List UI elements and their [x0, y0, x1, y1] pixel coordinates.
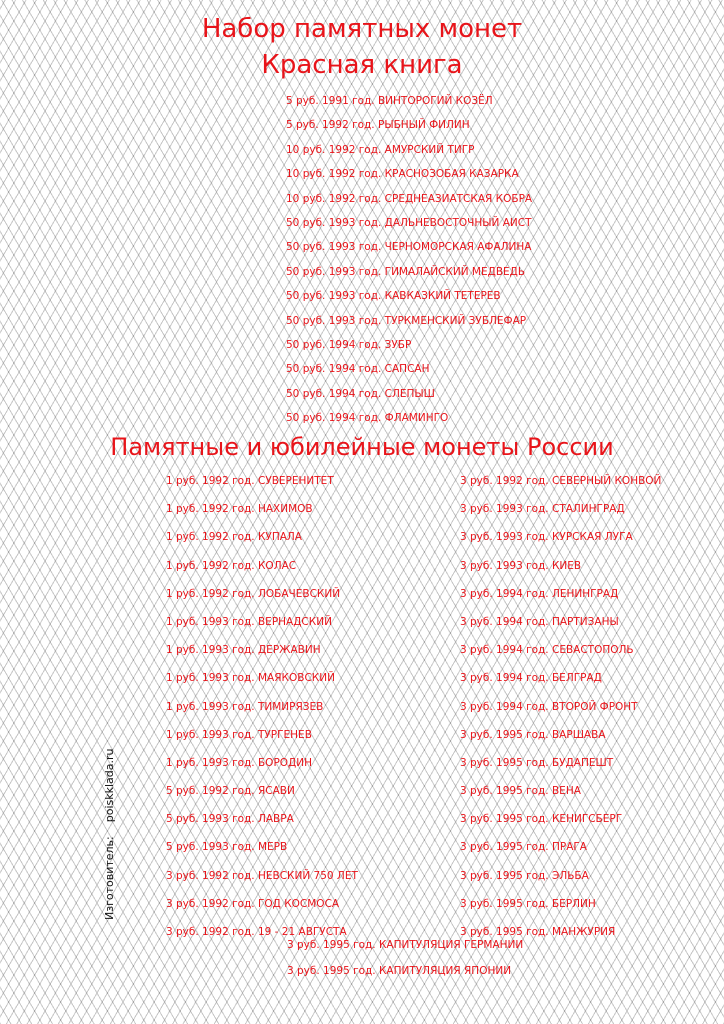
coin-list-item: 1 руб. 1992 год. ЛОБАЧЕВСКИЙ: [166, 587, 341, 600]
coin-list-item: 1 руб. 1993 год. ВЕРНАДСКИЙ: [166, 615, 332, 628]
coin-list-item: 3 руб. 1994 год. ВТОРОЙ ФРОНТ: [460, 700, 638, 713]
coin-list-item: 1 руб. 1993 год. МАЯКОВСКИЙ: [166, 672, 335, 685]
section-title: Памятные и юбилейные монеты России: [110, 433, 614, 461]
coin-list-item: 3 руб. 1992 год. 19 - 21 АВГУСТА: [166, 926, 347, 938]
russia-coins-right-column: [460, 474, 661, 953]
russia-coins-left-column: [166, 474, 358, 953]
coin-list-item: 1 руб. 1993 год. ТУРГЕНЕВ: [166, 728, 312, 741]
coin-list-item: 3 руб. 1995 год. КЕНИГСБЕРГ: [460, 813, 623, 826]
coin-list-item: 50 руб. 1994 год. СЛЕПЫШ: [286, 387, 435, 400]
page-title: Набор памятных монет: [201, 14, 523, 44]
coin-list-item: 1 руб. 1993 год. ДЕРЖАВИН: [166, 644, 321, 657]
coin-list-item: 3 руб. 1992 год. ГОД КОСМОСА: [166, 897, 340, 910]
coin-list-item: 50 руб. 1993 год. ГИМАЛАЙСКИЙ МЕДВЕДЬ: [286, 265, 526, 278]
coin-list-item: 3 руб. 1995 год. БУДАПЕШТ: [460, 756, 614, 769]
coin-list-item: 10 руб. 1992 год. КРАСНОЗОБАЯ КАЗАРКА: [286, 168, 519, 181]
coin-list-item: 5 руб. 1992 год. ЯСАВИ: [166, 785, 295, 798]
coin-list-item: 5 руб. 1993 год. ЛАВРА: [166, 813, 294, 826]
coin-list-item: 50 руб. 1994 год. ФЛАМИНГО: [286, 412, 449, 425]
coin-list-item: 3 руб. 1995 год. МАНЖУРИЯ: [460, 926, 616, 938]
coin-list-item: 1 руб. 1992 год. НАХИМОВ: [166, 503, 313, 516]
coin-list-item: 1 руб. 1992 год. КОЛАС: [166, 559, 297, 572]
coin-list-item: 3 руб. 1994 год. БЕЛГРАД: [460, 672, 602, 685]
coin-list-item: 3 руб. 1995 год. БЕРЛИН: [460, 897, 596, 910]
coin-list-item: 3 руб. 1992 год. СЕВЕРНЫЙ КОНВОЙ: [460, 475, 662, 487]
coin-list-item: 50 руб. 1993 год. КАВКАЗКИЙ ТЕТЕРЕВ: [286, 290, 501, 303]
coin-list-item: 50 руб. 1993 год. ДАЛЬНЕВОСТОЧНЫЙ АИСТ: [286, 216, 532, 229]
coin-list-item: 10 руб. 1992 год. АМУРСКИЙ ТИГР: [286, 143, 475, 156]
coin-list-item: 1 руб. 1993 год. ТИМИРЯЗЕВ: [166, 700, 324, 713]
red-book-coin-list: [286, 94, 532, 435]
coin-list-item: 3 руб. 1994 год. ЛЕНИНГРАД: [460, 587, 619, 600]
coin-list-item: 3 руб. 1993 год. СТАЛИНГРАД: [460, 503, 625, 516]
coin-list-item: 3 руб. 1995 год. КАПИТУЛЯЦИЯ ГЕРМАНИИ: [287, 939, 524, 951]
maker-site: poiskklada.ru: [103, 748, 116, 823]
coin-list-item: 3 руб. 1995 год. ПРАГА: [460, 841, 587, 854]
page-subtitle: Красная книга: [261, 50, 463, 80]
coin-list-item: 1 руб. 1993 год. БОРОДИН: [166, 756, 313, 769]
coin-list-item: 3 руб. 1995 год. ВАРШАВА: [460, 728, 606, 741]
coin-list-item: 5 руб. 1991 год. ВИНТОРОГИЙ КОЗЁЛ: [286, 95, 493, 107]
coin-list-item: 5 руб. 1993 год. МЕРВ: [166, 841, 288, 854]
coin-list-item: 3 руб. 1995 год. ВЕНА: [460, 785, 581, 798]
coin-list-item: 3 руб. 1995 год. КАПИТУЛЯЦИЯ ЯПОНИИ: [287, 965, 512, 977]
coin-list-item: 50 руб. 1994 год. ЗУБР: [286, 338, 412, 351]
coin-list-item: 3 руб. 1992 год. НЕВСКИЙ 750 ЛЕТ: [166, 869, 358, 882]
coin-list-item: 3 руб. 1993 год. КИЕВ: [460, 559, 582, 572]
maker-credit: [103, 748, 116, 920]
coin-list-item: 3 руб. 1995 год. ЭЛЬБА: [460, 869, 589, 882]
coin-list-item: 3 руб. 1994 год. СЕВАСТОПОЛЬ: [460, 644, 634, 657]
coin-list-item: 3 руб. 1993 год. КУРСКАЯ ЛУГА: [460, 531, 633, 544]
coin-list-item: 5 руб. 1992 год. РЫБНЫЙ ФИЛИН: [286, 119, 470, 132]
russia-coins-bottom-list: [287, 938, 523, 990]
coin-list-item: 1 руб. 1992 год. КУПАЛА: [166, 531, 302, 544]
maker-label: Изготовитель:: [103, 836, 116, 920]
coin-list-item: 50 руб. 1993 год. ЧЕРНОМОРСКАЯ АФАЛИНА: [286, 241, 532, 254]
coin-list-item: 3 руб. 1994 год. ПАРТИЗАНЫ: [460, 615, 619, 628]
coin-list-item: 1 руб. 1992 год. СУВЕРЕНИТЕТ: [166, 475, 334, 487]
coin-list-item: 50 руб. 1993 год. ТУРКМЕНСКИЙ ЗУБЛЕФАР: [286, 314, 527, 327]
coin-list-item: 10 руб. 1992 год. СРЕДНЕАЗИАТСКАЯ КОБРА: [286, 192, 533, 205]
coin-list-item: 50 руб. 1994 год. САПСАН: [286, 363, 430, 376]
